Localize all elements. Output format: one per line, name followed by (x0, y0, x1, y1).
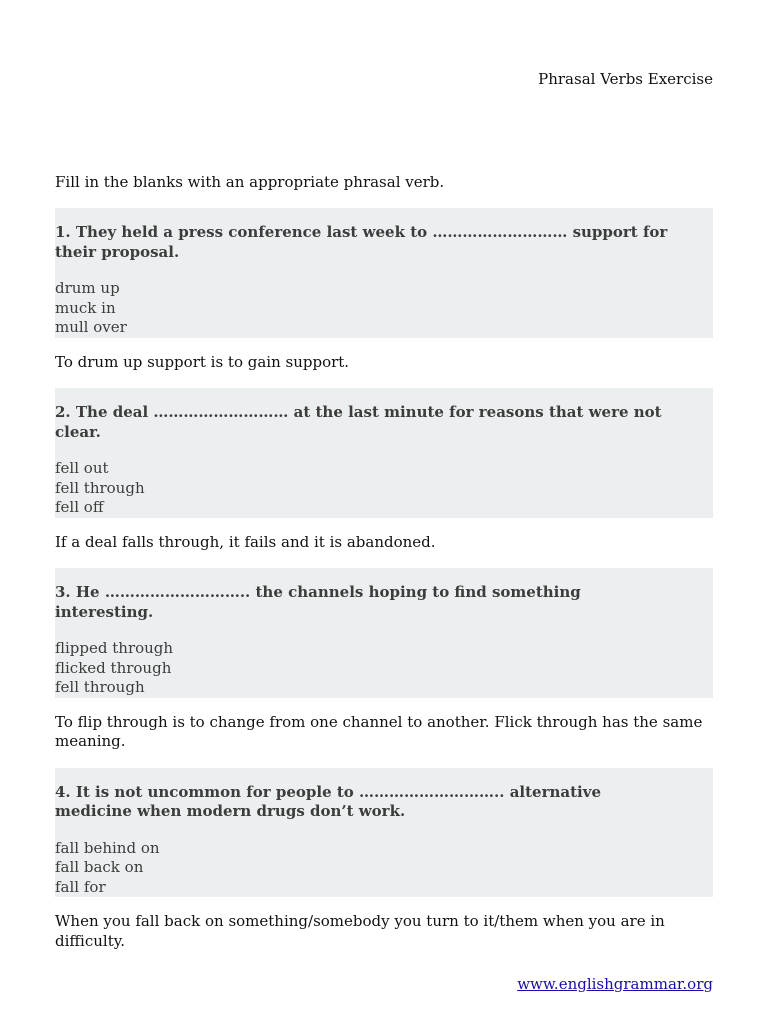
instructions: Fill in the blanks with an appropriate phrasal verb. (55, 173, 445, 191)
question-box (55, 768, 713, 898)
page-title: Phrasal Verbs Exercise (538, 70, 713, 88)
question-box (55, 568, 713, 698)
option-list (55, 459, 713, 518)
option-item: fall back on (55, 858, 144, 876)
answer-explanation: To flip through is to change from one channel to another. Flick through has the same meaning. (55, 712, 703, 750)
option-item: drum up (55, 279, 120, 297)
question-item (55, 388, 713, 568)
option-item: mull over (55, 318, 127, 336)
option-item: fall for (55, 877, 106, 896)
option-item: fell off (55, 498, 104, 516)
option-list (55, 639, 713, 698)
questions-list (55, 208, 713, 967)
question-text: 3. He ……………………….. the channels hoping to find something interesting. (55, 583, 581, 621)
option-item: muck in (55, 298, 116, 317)
option-item: fell through (55, 678, 145, 696)
option-item: flicked through (55, 658, 172, 677)
question-box (55, 208, 713, 338)
question-text: 4. It is not uncommon for people to ……………………….. alternative medicine when modern drugs don’t work. (55, 782, 601, 820)
question-box (55, 388, 713, 518)
option-list (55, 279, 713, 338)
option-item: flipped through (55, 639, 174, 657)
footer-website-link[interactable]: www.englishgrammar.org (517, 975, 713, 993)
question-item (55, 208, 713, 388)
answer-explanation: If a deal falls through, it fails and it is abandoned. (55, 532, 436, 551)
option-item: fall behind on (55, 838, 160, 857)
option-list (55, 839, 713, 898)
option-item: fell out (55, 459, 109, 477)
option-item: fell through (55, 478, 145, 497)
question-text: 1. They held a press conference last week to ……………………… support for their proposal. (55, 223, 668, 261)
question-item (55, 768, 713, 968)
question-text: 2. The deal ……………………… at the last minute for reasons that were not clear. (55, 403, 662, 441)
question-item (55, 568, 713, 768)
answer-explanation: When you fall back on something/somebody you turn to it/them when you are in difficulty. (55, 912, 665, 950)
answer-explanation: To drum up support is to gain support. (55, 352, 350, 371)
